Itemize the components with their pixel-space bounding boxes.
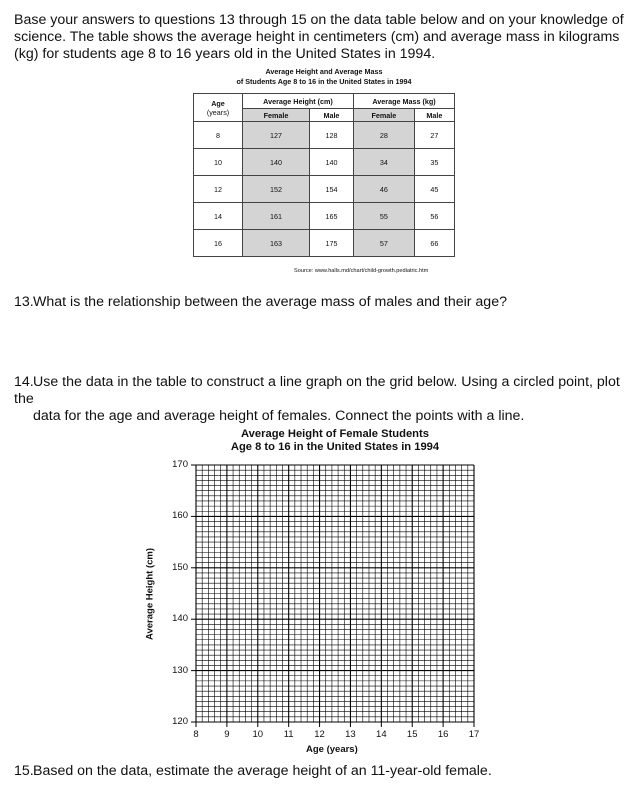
mass-female-cell: 28: [354, 122, 415, 149]
intro-text: Base your answers to questions 13 through 15 on the data table below and on your knowledge of science. The table shows the average height in centimeters (cm) and average mass in kilograms (kg) for students age 8 to 16 years old in the United States in 1994.: [14, 12, 624, 62]
mass-female-header: Female: [354, 109, 415, 122]
x-tick-label: 16: [437, 729, 449, 740]
height-female-cell: 161: [243, 203, 310, 230]
x-tick-label: 13: [345, 729, 356, 740]
table-source: Source: www.halls.md/chart/child-growth.pediatric.htm: [294, 268, 429, 274]
mass-male-header: Male: [414, 109, 454, 122]
y-tick-label: 140: [172, 613, 188, 625]
age-cell: 14: [194, 203, 243, 230]
age-cell: 10: [194, 149, 243, 176]
mass-female-cell: 34: [354, 149, 415, 176]
x-tick-label: 12: [314, 729, 325, 740]
mass-male-cell: 45: [414, 176, 454, 203]
question-14-number: 14.: [14, 374, 34, 390]
y-tick-label: 120: [172, 716, 188, 727]
graph-title-line1: Average Height of Female Students: [241, 428, 429, 440]
height-male-cell: 175: [309, 230, 353, 257]
question-15-number: 15.: [14, 763, 34, 779]
height-male-cell: 154: [309, 176, 353, 203]
height-male-cell: 165: [309, 203, 353, 230]
x-tick-label: 11: [283, 729, 294, 740]
mass-female-cell: 55: [354, 203, 415, 230]
height-female-header: Female: [243, 109, 310, 122]
age-cell: 8: [194, 122, 243, 149]
height-male-cell: 140: [309, 149, 353, 176]
height-female-cell: 140: [243, 149, 310, 176]
height-female-cell: 152: [243, 176, 310, 203]
x-tick-label: 14: [376, 729, 387, 740]
table-title-line1: Average Height and Average Mass: [265, 67, 383, 76]
height-female-cell: 127: [243, 122, 310, 149]
age-cell: 16: [194, 230, 243, 257]
mass-male-cell: 35: [414, 149, 454, 176]
age-header: Age (years): [194, 94, 243, 122]
y-tick-label: 170: [172, 459, 188, 470]
y-tick-label: 160: [172, 510, 188, 522]
question-13-number: 13.: [14, 294, 34, 310]
y-tick-label: 130: [172, 664, 188, 676]
height-header: Average Height (cm): [243, 94, 354, 109]
question-15-text: Based on the data, estimate the average height of an 11-year-old female.: [33, 763, 492, 779]
x-tick-label: 8: [193, 729, 199, 740]
mass-header: Average Mass (kg): [354, 94, 455, 109]
table-title-line2: of Students Age 8 to 16 in the United States in 1994: [236, 77, 412, 86]
mass-female-cell: 46: [354, 176, 415, 203]
x-tick-label: 15: [406, 729, 418, 740]
question-13-text: What is the relationship between the average mass of males and their age?: [33, 294, 507, 310]
mass-female-cell: 57: [354, 230, 415, 257]
height-male-cell: 128: [309, 122, 353, 149]
x-axis-label: Age (years): [306, 744, 358, 755]
y-tick-label: 150: [172, 561, 188, 573]
age-unit: (years): [206, 107, 230, 117]
question-15: [14, 763, 492, 780]
x-tick-label: 10: [252, 729, 264, 740]
mass-male-cell: 56: [414, 203, 454, 230]
y-axis-label: Average Height (cm): [144, 547, 156, 641]
x-tick-label: 9: [224, 729, 230, 740]
graph-title-line2: Age 8 to 16 in the United States in 1994: [230, 441, 440, 453]
age-cell: 12: [194, 176, 243, 203]
height-female-cell: 163: [243, 230, 310, 257]
question-14-line2: data for the age and average height of females. Connect the points with a line.: [33, 408, 525, 424]
mass-male-cell: 66: [414, 230, 454, 257]
height-male-header: Male: [309, 109, 353, 122]
x-tick-label: 17: [468, 729, 480, 740]
question-14-line1: Use the data in the table to construct a line graph on the grid below. Using a circled point, plot the: [14, 374, 620, 407]
mass-male-cell: 27: [414, 122, 454, 149]
